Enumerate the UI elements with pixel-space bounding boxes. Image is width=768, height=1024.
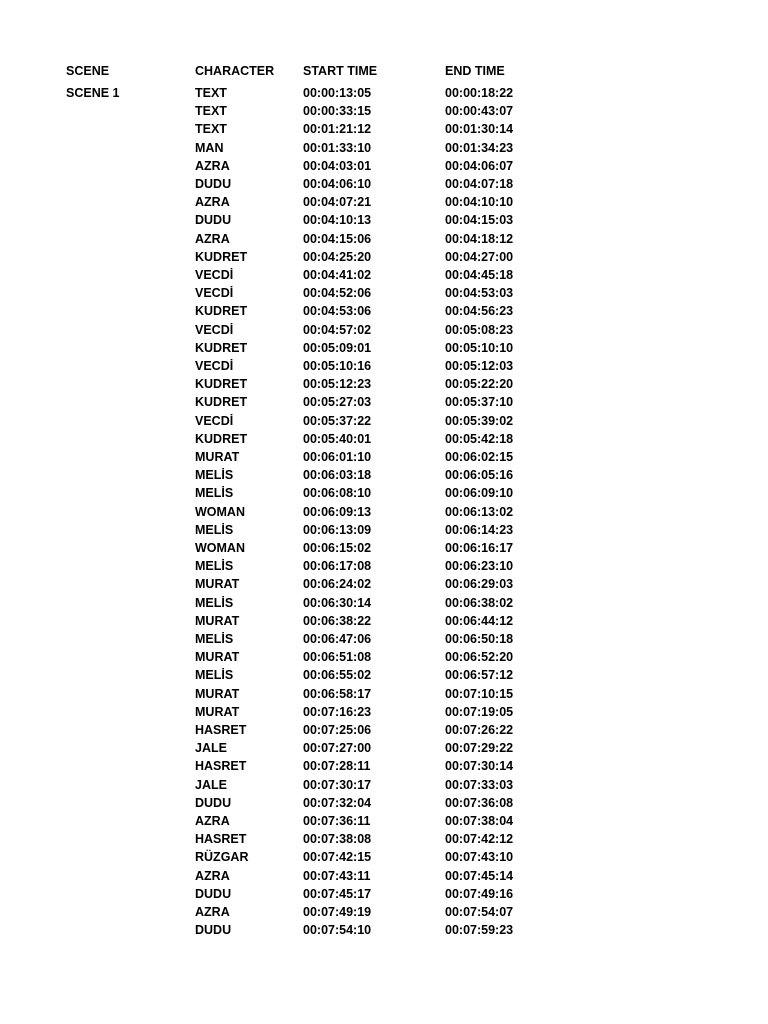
table-row [0, 503, 768, 521]
cell-end-time: 00:06:52:20 [445, 650, 514, 665]
table-row [0, 867, 768, 885]
header-character: CHARACTER [195, 64, 275, 78]
cell-character: VECDİ [195, 413, 234, 428]
cell-character: MURAT [195, 450, 240, 464]
table-row [0, 211, 768, 229]
table-row [0, 120, 768, 138]
cell-character: AZRA [195, 195, 230, 210]
table-row [0, 575, 768, 593]
table-row [0, 357, 768, 375]
cell-start-time: 00:04:57:02 [303, 322, 372, 337]
cell-character: KUDRET [195, 431, 248, 446]
cell-character: HASRET [195, 723, 247, 737]
cell-character: DUDU [195, 795, 232, 810]
cell-end-time: 00:06:02:15 [445, 450, 514, 464]
cell-end-time: 00:07:36:08 [445, 795, 514, 810]
cell-end-time: 00:04:06:07 [445, 158, 514, 173]
table-row [0, 776, 768, 794]
table-row [0, 230, 768, 248]
cell-end-time: 00:01:30:14 [445, 122, 514, 137]
cell-end-time: 00:04:10:10 [445, 195, 514, 210]
cell-character: MURAT [195, 686, 240, 701]
cell-character: AZRA [195, 231, 230, 246]
cell-end-time: 00:01:34:23 [445, 140, 514, 155]
cell-start-time: 00:04:52:06 [303, 286, 372, 301]
cell-start-time: 00:07:28:11 [303, 759, 371, 774]
cell-end-time: 00:06:23:10 [445, 559, 514, 574]
table-row [0, 703, 768, 721]
cell-end-time: 00:05:42:18 [445, 431, 514, 446]
table-row [0, 885, 768, 903]
cell-end-time: 00:05:37:10 [445, 395, 514, 410]
cell-end-time: 00:07:10:15 [445, 686, 514, 701]
cell-end-time: 00:04:45:18 [445, 268, 514, 282]
table-row [0, 484, 768, 502]
cell-character: MELİS [195, 559, 234, 574]
cell-start-time: 00:04:06:10 [303, 177, 372, 191]
table-row [0, 339, 768, 357]
cell-end-time: 00:05:12:03 [445, 359, 514, 373]
table-row [0, 393, 768, 411]
cell-end-time: 00:06:50:18 [445, 632, 514, 646]
cell-character: WOMAN [195, 541, 245, 555]
cell-end-time: 00:07:54:07 [445, 905, 514, 919]
table-row [0, 302, 768, 320]
table-row [0, 794, 768, 812]
cell-start-time: 00:04:41:02 [303, 268, 372, 282]
table-row [0, 375, 768, 393]
table-row [0, 430, 768, 448]
table-row [0, 739, 768, 757]
table-row [0, 412, 768, 430]
cell-end-time: 00:04:15:03 [445, 213, 514, 228]
cell-start-time: 00:04:07:21 [303, 195, 372, 210]
cell-start-time: 00:06:38:22 [303, 613, 372, 628]
table-row [0, 193, 768, 211]
table-row [0, 521, 768, 539]
cell-start-time: 00:07:43:11 [303, 868, 371, 883]
cell-end-time: 00:07:30:14 [445, 759, 514, 774]
table-row [0, 812, 768, 830]
table-row [0, 830, 768, 848]
cell-start-time: 00:06:15:02 [303, 541, 372, 555]
cell-start-time: 00:07:30:17 [303, 777, 372, 792]
cell-start-time: 00:07:42:15 [303, 850, 372, 865]
cell-end-time: 00:07:38:04 [445, 814, 514, 828]
cell-end-time: 00:07:29:22 [445, 741, 514, 756]
cell-character: AZRA [195, 158, 230, 173]
cell-character: TEXT [195, 104, 227, 119]
cell-character: TEXT [195, 86, 227, 100]
cell-end-time: 00:07:33:03 [445, 777, 514, 792]
cell-character: KUDRET [195, 304, 248, 319]
cell-character: KUDRET [195, 249, 248, 264]
cell-character: MURAT [195, 613, 240, 628]
cell-character: DUDU [195, 213, 232, 228]
cell-start-time: 00:00:33:15 [303, 104, 372, 119]
cell-end-time: 00:07:43:10 [445, 850, 514, 865]
table-row [0, 666, 768, 684]
cell-start-time: 00:06:08:10 [303, 486, 372, 501]
cell-start-time: 00:01:33:10 [303, 140, 372, 155]
cell-end-time: 00:04:56:23 [445, 304, 514, 319]
table-row [0, 248, 768, 266]
cell-character: DUDU [195, 886, 232, 901]
cell-start-time: 00:06:17:08 [303, 559, 372, 574]
cell-end-time: 00:05:08:23 [445, 322, 514, 337]
header-row [0, 62, 768, 80]
cell-start-time: 00:07:54:10 [303, 923, 372, 938]
table-row [0, 557, 768, 575]
cell-scene: SCENE 1 [66, 86, 120, 100]
cell-start-time: 00:06:51:08 [303, 650, 372, 665]
cell-end-time: 00:06:13:02 [445, 504, 514, 519]
table-row [0, 266, 768, 284]
cell-character: DUDU [195, 177, 232, 191]
cell-start-time: 00:07:36:11 [303, 814, 371, 828]
cell-character: DUDU [195, 923, 232, 938]
table-row [0, 284, 768, 302]
cell-start-time: 00:07:49:19 [303, 905, 372, 919]
table-row [0, 539, 768, 557]
cell-end-time: 00:07:45:14 [445, 868, 514, 883]
cell-start-time: 00:06:47:06 [303, 632, 372, 646]
cell-character: VECDİ [195, 322, 234, 337]
cell-end-time: 00:07:42:12 [445, 832, 514, 847]
cell-end-time: 00:06:57:12 [445, 668, 514, 683]
table-row [0, 84, 768, 102]
cell-character: MELİS [195, 595, 234, 610]
cell-character: VECDİ [195, 359, 234, 373]
cell-start-time: 00:04:03:01 [303, 158, 372, 173]
cell-character: MELİS [195, 632, 234, 646]
cell-character: MURAT [195, 577, 240, 592]
cell-character: JALE [195, 777, 227, 792]
cell-start-time: 00:05:10:16 [303, 359, 372, 373]
cell-end-time: 00:06:09:10 [445, 486, 514, 501]
cell-end-time: 00:04:53:03 [445, 286, 514, 301]
cell-character: VECDİ [195, 286, 234, 301]
cell-character: JALE [195, 741, 227, 756]
table-row [0, 466, 768, 484]
cell-start-time: 00:04:53:06 [303, 304, 372, 319]
cell-character: WOMAN [195, 504, 245, 519]
cell-end-time: 00:07:26:22 [445, 723, 514, 737]
cell-character: MURAT [195, 704, 240, 719]
cell-start-time: 00:05:09:01 [303, 340, 372, 355]
header-end-time: END TIME [445, 64, 505, 78]
cell-end-time: 00:06:44:12 [445, 613, 514, 628]
cell-start-time: 00:05:27:03 [303, 395, 372, 410]
cell-end-time: 00:05:10:10 [445, 340, 514, 355]
cell-character: MELİS [195, 668, 234, 683]
cell-character: AZRA [195, 814, 230, 828]
table-row [0, 757, 768, 775]
cell-end-time: 00:05:39:02 [445, 413, 514, 428]
table-row [0, 648, 768, 666]
table-row [0, 921, 768, 939]
cell-start-time: 00:06:03:18 [303, 468, 372, 483]
cell-start-time: 00:01:21:12 [303, 122, 372, 137]
cell-start-time: 00:07:38:08 [303, 832, 372, 847]
cell-character: MURAT [195, 650, 240, 665]
table-row [0, 721, 768, 739]
cell-character: HASRET [195, 832, 247, 847]
cell-start-time: 00:07:27:00 [303, 741, 372, 756]
cell-end-time: 00:06:29:03 [445, 577, 514, 592]
cell-start-time: 00:06:13:09 [303, 522, 372, 537]
cell-end-time: 00:07:49:16 [445, 886, 514, 901]
cell-end-time: 00:06:38:02 [445, 595, 514, 610]
table-row [0, 139, 768, 157]
cell-character: MELİS [195, 522, 234, 537]
cell-character: RÜZGAR [195, 850, 249, 865]
table-row [0, 685, 768, 703]
cell-end-time: 00:05:22:20 [445, 377, 514, 392]
cell-start-time: 00:04:15:06 [303, 231, 372, 246]
cell-start-time: 00:05:12:23 [303, 377, 372, 392]
cell-end-time: 00:07:19:05 [445, 704, 514, 719]
cell-end-time: 00:00:18:22 [445, 86, 514, 100]
cell-character: TEXT [195, 122, 227, 137]
cell-character: KUDRET [195, 377, 248, 392]
cell-start-time: 00:06:24:02 [303, 577, 372, 592]
cell-start-time: 00:07:16:23 [303, 704, 372, 719]
cell-character: HASRET [195, 759, 247, 774]
cell-character: AZRA [195, 868, 230, 883]
cell-start-time: 00:05:40:01 [303, 431, 372, 446]
cell-start-time: 00:07:45:17 [303, 886, 372, 901]
cell-end-time: 00:07:59:23 [445, 923, 514, 938]
cell-start-time: 00:04:10:13 [303, 213, 372, 228]
table-row [0, 612, 768, 630]
cell-end-time: 00:04:18:12 [445, 231, 514, 246]
cell-start-time: 00:07:25:06 [303, 723, 372, 737]
cell-character: MELİS [195, 468, 234, 483]
header-scene: SCENE [66, 64, 110, 78]
cell-start-time: 00:05:37:22 [303, 413, 372, 428]
table-row [0, 594, 768, 612]
header-start-time: START TIME [303, 64, 378, 78]
table-row [0, 157, 768, 175]
table-row [0, 102, 768, 120]
cell-character: KUDRET [195, 340, 248, 355]
table-row [0, 321, 768, 339]
cell-character: MAN [195, 140, 224, 155]
cell-start-time: 00:00:13:05 [303, 86, 372, 100]
cell-character: AZRA [195, 905, 230, 919]
table-row [0, 848, 768, 866]
cell-start-time: 00:07:32:04 [303, 795, 372, 810]
table-row [0, 175, 768, 193]
table-row [0, 630, 768, 648]
cell-start-time: 00:06:01:10 [303, 450, 372, 464]
table-row [0, 903, 768, 921]
cell-start-time: 00:04:25:20 [303, 249, 372, 264]
cell-character: KUDRET [195, 395, 248, 410]
table-row [0, 448, 768, 466]
cell-end-time: 00:04:07:18 [445, 177, 514, 191]
cell-start-time: 00:06:55:02 [303, 668, 372, 683]
cell-start-time: 00:06:09:13 [303, 504, 372, 519]
cell-end-time: 00:04:27:00 [445, 249, 514, 264]
cell-end-time: 00:06:05:16 [445, 468, 514, 483]
cell-character: MELİS [195, 486, 234, 501]
cell-end-time: 00:06:16:17 [445, 541, 514, 555]
cell-end-time: 00:00:43:07 [445, 104, 514, 119]
cell-end-time: 00:06:14:23 [445, 522, 514, 537]
cell-character: VECDİ [195, 268, 234, 282]
cell-start-time: 00:06:30:14 [303, 595, 372, 610]
cell-start-time: 00:06:58:17 [303, 686, 372, 701]
